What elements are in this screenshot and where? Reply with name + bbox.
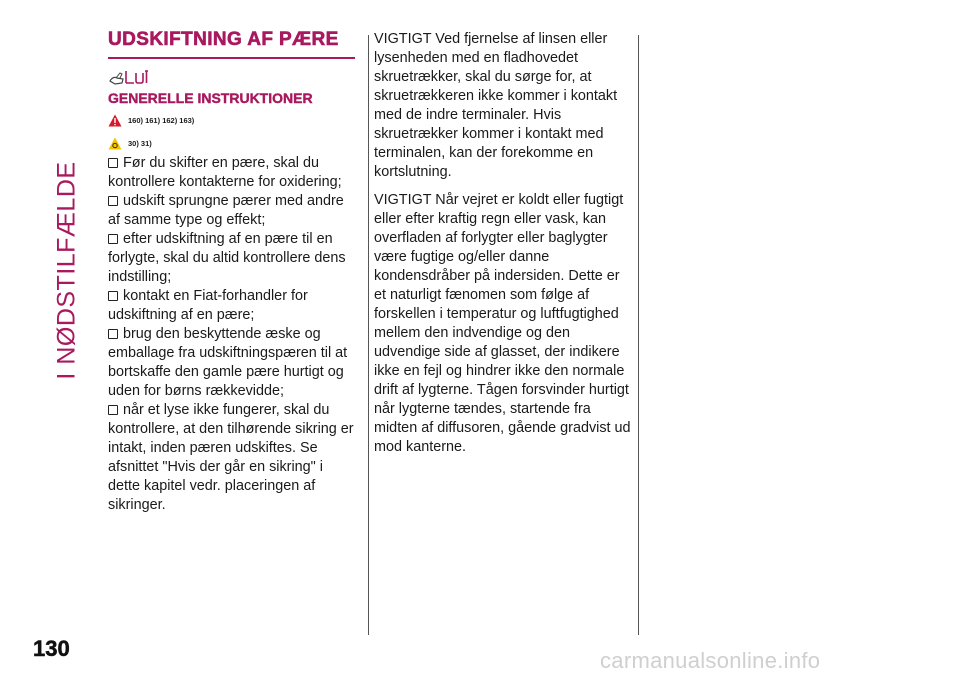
- list-item-text: når et lyse ikke fungerer, skal du kontrollere, at den tilhørende sikring er intakt, inden pæren udskiftes. Se afsnittet "Hvis der går en sikring" i dette kapitel vedr. placeringen af sikringer.: [108, 402, 354, 513]
- column-divider-right: [638, 35, 639, 635]
- list-item-text: udskift sprungne pærer med andre af samme type og effekt;: [108, 193, 344, 228]
- checkbox-icon: [108, 291, 118, 301]
- heading-underline: [108, 57, 355, 59]
- important-note-condensation: VIGTIGT Når vejret er koldt eller fugtigt eller efter kraftig regn eller vask, kan overfladen af forlygter eller baglygter være fugtige og/eller danne kondensdråber på indersiden. Dette er et naturligt fænomen som følge af forskellen i temperatur og luftfugtighed mellem den indvendige og den udvendige side af glasset, der indikere ikke en fejl og hindrer ikke den normale drift af lygterne. Tågen forsvinder hurtigt når lygterne tændes, startende fra midten af diffusoren, gående gradvist ud mod kanterne.: [374, 192, 631, 455]
- caution-references-text: 30) 31): [128, 139, 152, 148]
- list-item: [108, 287, 358, 325]
- warning-references: [108, 114, 358, 127]
- checkbox-icon: [108, 405, 118, 415]
- list-item-text: kontakt en Fiat-forhandler for udskiftning af en pære;: [108, 288, 308, 323]
- section-heading: UDSKIFTNING AF PÆRE: [108, 29, 339, 50]
- bulb-hand-icon: [108, 67, 150, 87]
- page-number: 130: [33, 636, 70, 661]
- checkbox-icon: [108, 234, 118, 244]
- watermark: carmanualsonline.info: [600, 648, 821, 673]
- list-item: [108, 192, 358, 230]
- important-note-lens: VIGTIGT Ved fjernelse af linsen eller lysenheden med en fladhovedet skruetrækker, skal du sørge for, at skruetrækkeren ikke kommer i kontakt med de indre terminaler. Hvis skruetrækker kommer i kontakt med terminalen, kan der forekomme en kortslutning.: [374, 31, 618, 180]
- chapter-side-title: [45, 20, 90, 520]
- checkbox-icon: [108, 158, 118, 168]
- caution-references: [108, 137, 358, 150]
- warning-references-text: 160) 161) 162) 163): [128, 116, 195, 125]
- list-item: [108, 325, 358, 401]
- list-item-text: brug den beskyttende æske og emballage fra udskiftningspæren til at bortskaffe den gamle pære hurtigt og uden for børns rækkevidde;: [108, 326, 348, 399]
- chapter-side-title-text: I NØDSTILFÆLDE: [53, 160, 81, 380]
- checkbox-icon: [108, 196, 118, 206]
- list-item: [108, 230, 358, 287]
- list-item-text: efter udskiftning af en pære til en forlygte, skal du altid kontrollere dens indstilling;: [108, 231, 346, 285]
- list-item: [108, 154, 358, 192]
- list-item: [108, 401, 358, 515]
- right-column: [374, 30, 632, 466]
- checkbox-icon: [108, 329, 118, 339]
- left-column: [108, 30, 358, 515]
- subsection-heading: GENERELLE INSTRUKTIONER: [108, 90, 313, 106]
- list-item-text: Før du skifter en pære, skal du kontrollere kontakterne for oxidering;: [108, 155, 342, 190]
- warning-triangle-icon: [108, 114, 122, 127]
- instruction-list: [108, 154, 358, 515]
- caution-triangle-icon: [108, 137, 122, 150]
- column-divider-left: [368, 35, 369, 635]
